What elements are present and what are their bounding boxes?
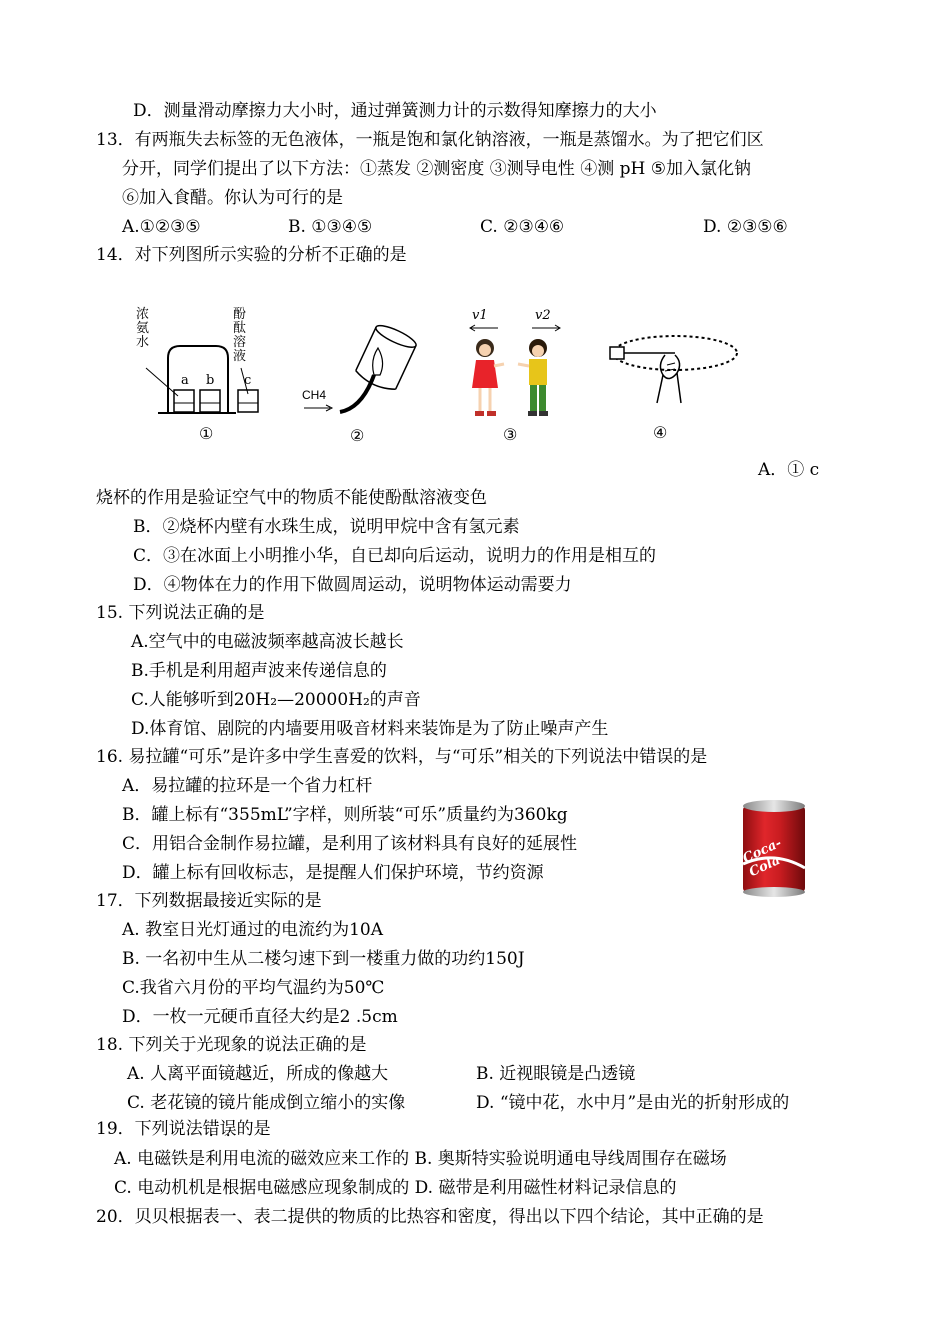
q14-emphasis-2: 正 — [338, 245, 356, 265]
q12-option-d: D．测量滑动摩擦力大小时，通过弹簧测力计的示数得知摩擦力的大小 — [133, 101, 657, 121]
methane-label: CH4 — [302, 388, 327, 402]
q15-option-b: B.手机是利用超声波来传递信息的 — [131, 661, 387, 681]
figure-3-number: ③ — [503, 425, 518, 444]
q14-figure-1 — [136, 308, 261, 420]
q14-option-b: B．②烧杯内壁有水珠生成，说明甲烷中含有氢元素 — [133, 517, 520, 537]
q19-stem-pre: 19．下列说法 — [96, 1119, 203, 1139]
q13-option-b: B. ①③④⑤ — [288, 217, 373, 237]
q14-option-a-continued: 烧杯的作用是验证空气中的物质不能使酚酞溶液变色 — [96, 488, 487, 508]
q19-emphasis-2: 误 — [219, 1119, 237, 1139]
skaters-diagram — [460, 308, 570, 423]
q14-stem-pre: 14．对下列图所示实验的分析 — [96, 245, 322, 265]
q19-options-cd: C. 电动机机是根据电磁感应现象制成的 D. 磁带是利用磁性材料记录信息的 — [114, 1178, 677, 1198]
q16-option-a: A．易拉罐的拉环是一个省力杠杆 — [122, 776, 373, 796]
q15-option-d: D.体育馆、剧院的内墙要用吸音材料来装饰是为了防止噪声产生 — [131, 719, 609, 739]
q18-option-c: C. 老花镜的镜片能成倒立缩小的实像 — [127, 1093, 406, 1113]
q13-stem-line3: ⑥加入食醋。你认为可行的是 — [122, 188, 343, 208]
phenolphthalein-label: 酚酞溶液 — [233, 307, 247, 364]
q14-emphasis-3: 确 — [355, 245, 373, 265]
q16-option-d: D．罐上标有回收标志，是提醒人们保护环境，节约资源 — [122, 863, 544, 883]
q13-option-a: A.①②③⑤ — [122, 217, 201, 237]
q18-option-d: D. “镜中花，水中月”是由光的折射形成的 — [476, 1093, 790, 1113]
figure-4-number: ④ — [653, 423, 668, 442]
q17-stem: 17．下列数据最接近实际的是 — [96, 891, 322, 911]
q15-stem: 15. 下列说法正确的是 — [96, 603, 265, 623]
q14-figure-4 — [605, 325, 740, 415]
beaker-b-label: b — [206, 373, 215, 388]
q16-option-c: C．用铝合金制作易拉罐，是利用了该材料具有良好的延展性 — [122, 834, 578, 854]
q13-stem-line2: 分开，同学们提出了以下方法：①蒸发 ②测密度 ③测导电性 ④测 pH ⑤加入氯化钠 — [122, 159, 751, 179]
figure-2-number: ② — [350, 426, 365, 445]
ammonia-label: 浓氨水 — [136, 307, 150, 350]
q18-stem: 18. 下列关于光现象的说法正确的是 — [96, 1035, 367, 1055]
methane-flame-diagram — [300, 320, 420, 420]
q20-stem: 20．贝贝根据表一、表二提供的物质的比热容和密度，得出以下四个结论，其中正确的是 — [96, 1207, 764, 1227]
q15-option-a: A.空气中的电磁波频率越高波长越长 — [131, 632, 404, 652]
circular-motion-diagram — [605, 325, 740, 415]
q19-stem-post: 的是 — [236, 1119, 271, 1139]
figure-1-number: ① — [199, 424, 214, 443]
q17-option-d: D．一枚一元硬币直径大约是2 .5cm — [122, 1007, 398, 1027]
q19-stem — [96, 1117, 271, 1141]
beaker-a-label: a — [181, 373, 189, 388]
cola-logo-text: Coca-Cola — [740, 835, 784, 881]
q19-emphasis-1: 错 — [202, 1119, 220, 1139]
q18-option-a: A. 人离平面镜越近，所成的像越大 — [127, 1064, 389, 1084]
q15-option-c: C.人能够听到20H₂—20000H₂的声音 — [131, 690, 421, 710]
beaker-diagram — [136, 308, 261, 420]
cola-can-image — [740, 798, 808, 900]
q18-option-b: B. 近视眼镜是凸透镜 — [476, 1064, 636, 1084]
q17-option-c: C.我省六月份的平均气温约为50℃ — [122, 978, 385, 998]
q13-option-c: C. ②③④⑥ — [480, 217, 565, 237]
q13-stem-line1: 13．有两瓶失去标签的无色液体，一瓶是饱和氯化钠溶液，一瓶是蒸馏水。为了把它们区 — [96, 130, 764, 150]
velocity-1-label: v1 — [472, 308, 488, 323]
q14-figure-2 — [300, 320, 420, 420]
q14-figure-3 — [460, 308, 570, 423]
q14-option-c: C．③在冰面上小明推小华，自已却向后运动，说明力的作用是相互的 — [133, 546, 657, 566]
q17-option-b: B. 一名初中生从二楼匀速下到一楼重力做的功约150J — [122, 949, 525, 969]
q14-stem — [96, 243, 407, 267]
q16-option-b: B．罐上标有“355mL”字样，则所装“可乐”质量约为360kg — [122, 805, 568, 825]
q16-stem: 16. 易拉罐“可乐”是许多中学生喜爱的饮料，与“可乐”相关的下列说法中错误的是 — [96, 747, 708, 767]
beaker-c-label: c — [244, 373, 252, 388]
velocity-2-label: v2 — [535, 308, 551, 323]
q14-emphasis-1: 不 — [321, 245, 339, 265]
q14-option-a-start: A．① c — [758, 460, 820, 480]
q17-option-a: A. 教室日光灯通过的电流约为10A — [122, 920, 383, 940]
q14-stem-post: 的是 — [372, 245, 407, 265]
q14-option-d: D．④物体在力的作用下做圆周运动，说明物体运动需要力 — [133, 575, 572, 595]
q13-option-d: D. ②③⑤⑥ — [703, 217, 788, 237]
q19-options-ab: A. 电磁铁是利用电流的磁效应来工作的 B. 奥斯特实验说明通电导线周围存在磁场 — [114, 1149, 727, 1169]
